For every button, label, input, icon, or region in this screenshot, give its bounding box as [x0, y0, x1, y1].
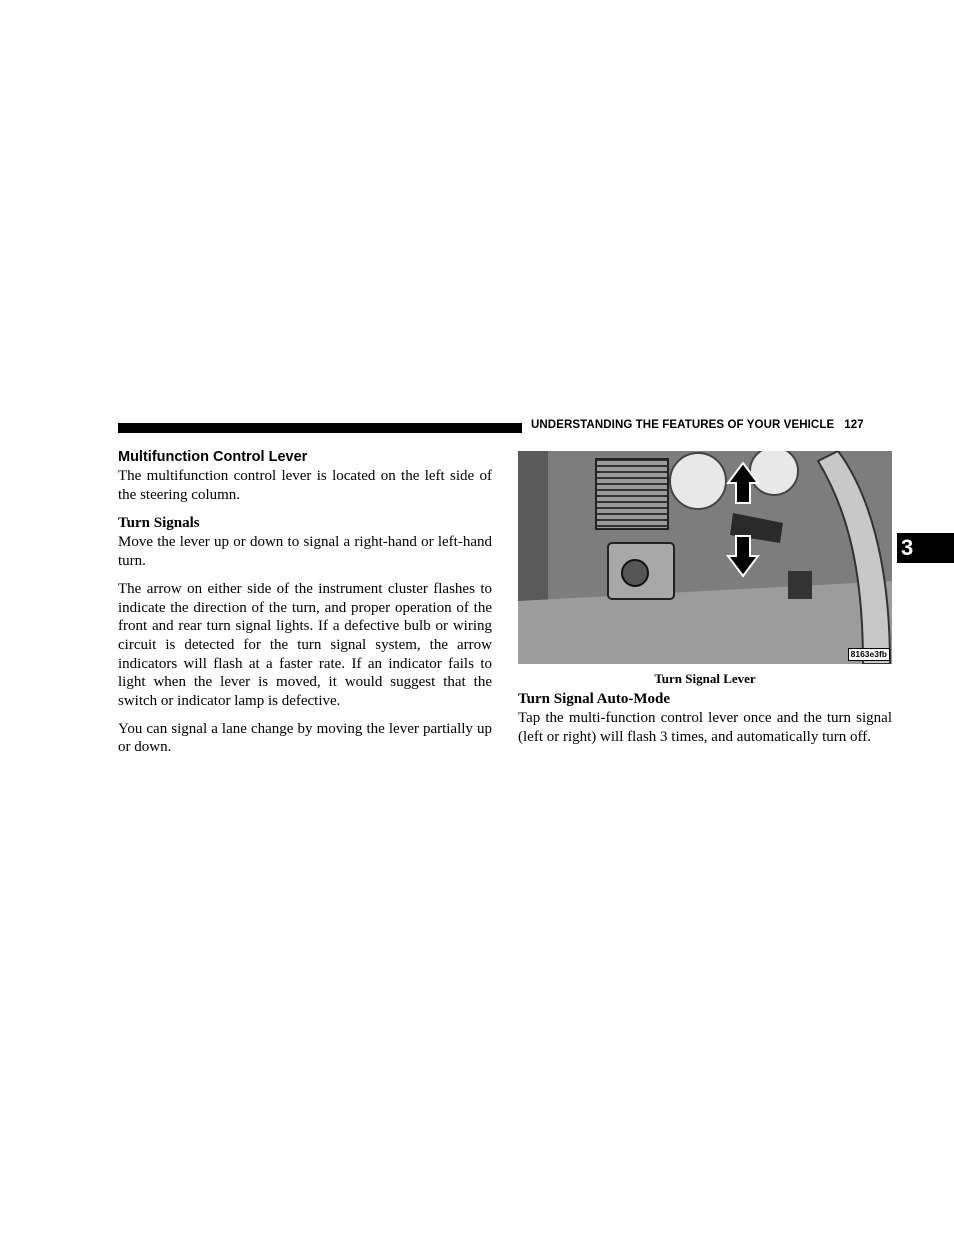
column-switch — [788, 571, 812, 599]
running-header — [531, 419, 893, 431]
gauge-right — [750, 451, 798, 495]
subheading-auto-mode: Turn Signal Auto-Mode — [518, 691, 670, 707]
figure-code: 8163e3fb — [848, 648, 890, 661]
gauge-left — [670, 453, 726, 509]
left-column — [118, 448, 492, 766]
figure-caption: Turn Signal Lever — [654, 671, 756, 686]
header-rule — [118, 423, 522, 433]
header-title: UNDERSTANDING THE FEATURES OF YOUR VEHICLE — [531, 419, 835, 431]
auto-mode-paragraph: Tap the multi-function control lever once and the turn signal (left or right) will flash 3 times, and automatically turn off. — [518, 710, 892, 745]
intro-paragraph: The multifunction control lever is located on the left side of the steering column. — [118, 468, 492, 503]
turn-signals-paragraph-3: You can signal a lane change by moving the lever partially up or down. — [118, 720, 492, 756]
dashboard-illustration — [518, 451, 892, 664]
turn-signals-paragraph-1: Move the lever up or down to signal a right-hand or left-hand turn. — [118, 534, 492, 570]
chapter-tab: 3 — [897, 533, 954, 563]
turn-signals-paragraph-2: The arrow on either side of the instrument cluster flashes to indicate the direction of the turn, and proper operation of the front and rear turn signal lights. If a defective bulb or wiring circuit is detected for the turn signal system, the arrow indicators will flash at a faster rate. If an indicator fails to light when the lever is moved, it would suggest that the switch or indicator lamp is defective. — [118, 580, 492, 710]
air-vent — [596, 459, 668, 529]
page-number: 127 — [844, 419, 864, 431]
section-heading: Multifunction Control Lever — [118, 449, 308, 465]
turn-signal-lever-figure — [518, 451, 892, 664]
right-column — [518, 690, 892, 755]
subheading-turn-signals: Turn Signals — [118, 515, 200, 532]
headlamp-knob — [622, 560, 648, 586]
